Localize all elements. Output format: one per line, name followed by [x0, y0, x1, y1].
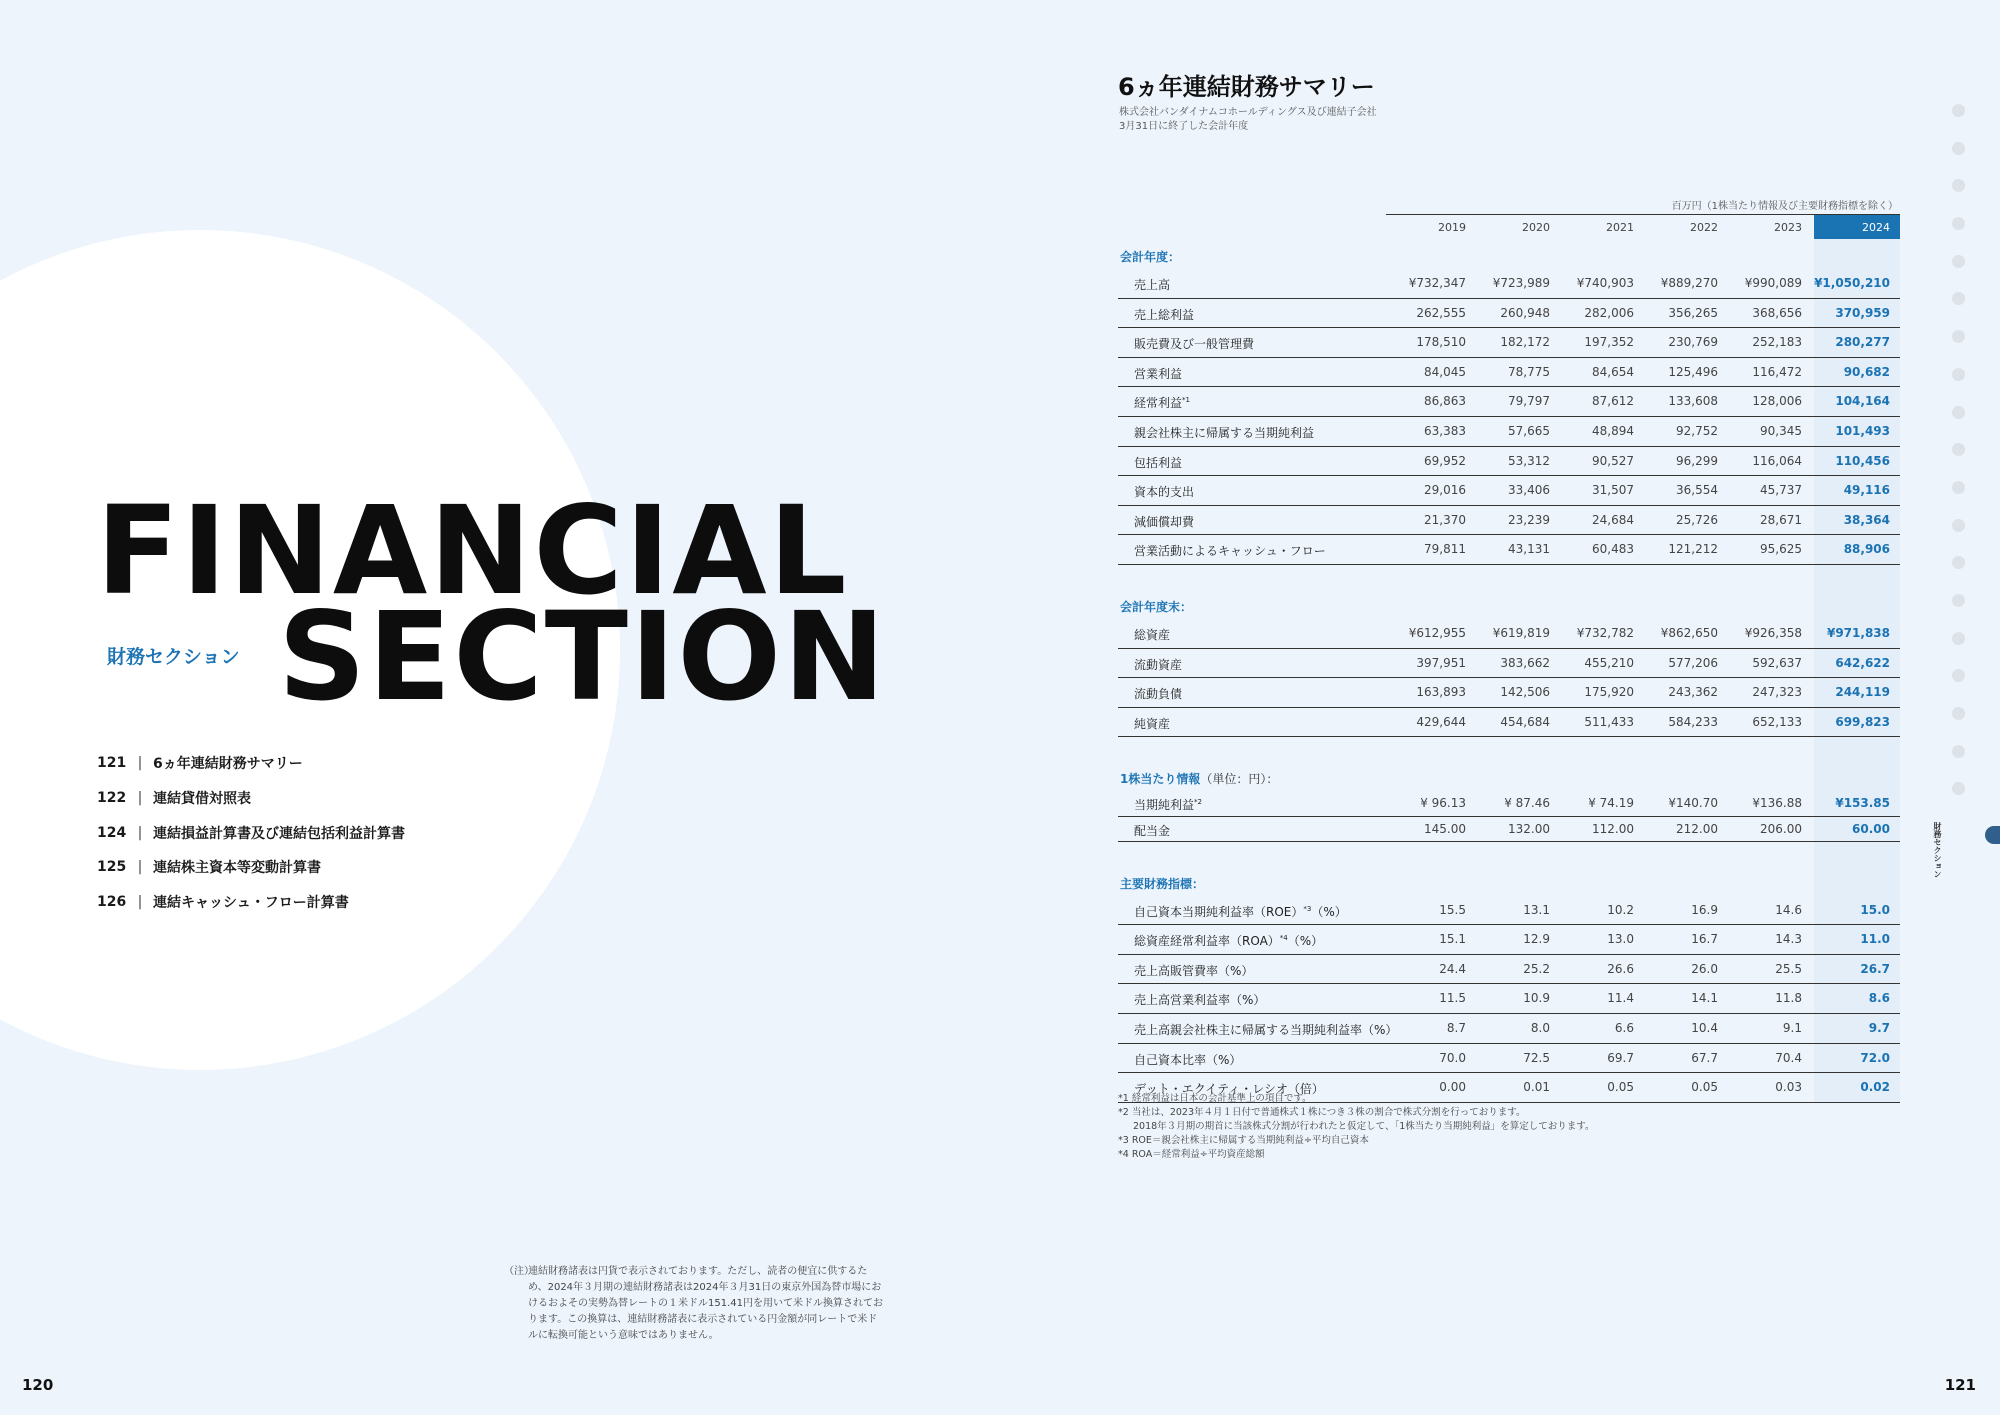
- cell-value: 128,006: [1752, 394, 1802, 409]
- cell-value: 652,133: [1752, 714, 1802, 729]
- cell-value: 0.00: [1439, 1080, 1466, 1095]
- cell-value: ¥ 74.19: [1588, 796, 1634, 811]
- cell-value: ¥740,903: [1576, 276, 1634, 290]
- cell-value: 31,507: [1592, 483, 1634, 498]
- row-label: 資本的支出: [1134, 485, 1195, 500]
- toc-page: 121: [97, 755, 127, 772]
- cell-value: 0.03: [1775, 1080, 1802, 1095]
- cell-value: 29,016: [1424, 483, 1466, 498]
- table-row: [1118, 1044, 1900, 1074]
- toc-label: 6ヵ年連結財務サマリー: [153, 756, 303, 773]
- cell-value: 262,555: [1416, 305, 1466, 320]
- cell-value: 28,671: [1760, 512, 1802, 527]
- table-section-header: [1118, 866, 1900, 896]
- financial-title: FINANCIAL: [96, 480, 849, 622]
- row-label: 営業利益: [1134, 366, 1183, 381]
- footnote: *3 ROE＝親会社株主に帰属する当期純利益÷平均自己資本: [1118, 1135, 1369, 1146]
- cell-value: 79,797: [1508, 394, 1550, 409]
- cell-value: ¥136.88: [1752, 796, 1802, 811]
- toc-item[interactable]: [97, 850, 405, 885]
- cell-value: 72.0: [1860, 1050, 1890, 1065]
- cell-value: ¥732,347: [1408, 276, 1466, 290]
- row-label: 自己資本比率（%）: [1134, 1052, 1242, 1067]
- footnote: *1 経常利益は日本の会計基準上の項目です。: [1118, 1093, 1312, 1104]
- nav-dot[interactable]: [1952, 745, 1965, 758]
- cell-value: 8.7: [1446, 1021, 1466, 1036]
- row-label: 配当金: [1134, 823, 1171, 838]
- cell-value: 182,172: [1500, 335, 1550, 350]
- table-row: [1118, 299, 1900, 329]
- cell-value: ¥990,089: [1744, 276, 1802, 290]
- nav-dot[interactable]: [1952, 556, 1965, 569]
- cell-value: 11.8: [1775, 991, 1802, 1006]
- cell-value: ¥153.85: [1835, 796, 1890, 811]
- cell-value: 79,811: [1424, 542, 1466, 557]
- table-row: [1118, 1073, 1900, 1103]
- table-row: [1118, 925, 1900, 955]
- cell-value: 23,239: [1508, 512, 1550, 527]
- nav-dot[interactable]: [1952, 292, 1965, 305]
- table-row: [1118, 708, 1900, 738]
- cell-value: 282,006: [1584, 305, 1634, 320]
- cell-value: 0.05: [1691, 1080, 1718, 1095]
- cell-value: 14.6: [1775, 902, 1802, 917]
- nav-dot[interactable]: [1952, 669, 1965, 682]
- unit-note: 百万円（1株当たり情報及び主要財務指標を除く）: [1671, 201, 1898, 212]
- toc-item[interactable]: [97, 815, 405, 850]
- cell-value: 16.7: [1691, 932, 1718, 947]
- cell-value: 45,737: [1760, 483, 1802, 498]
- cell-value: 14.1: [1691, 991, 1718, 1006]
- cell-value: 69.7: [1607, 1050, 1634, 1065]
- section-title: 主要財務指標：: [1120, 876, 1205, 891]
- cell-value: 96,299: [1676, 453, 1718, 468]
- page-number-right: 121: [1944, 1376, 1976, 1394]
- cell-value: ¥732,782: [1576, 625, 1634, 640]
- cell-value: 116,064: [1752, 453, 1802, 468]
- table-section-header: [1118, 239, 1900, 269]
- cell-value: 110,456: [1835, 453, 1890, 468]
- toc-label: 連結キャッシュ・フロー計算書: [153, 895, 349, 912]
- cell-value: ¥723,989: [1492, 276, 1550, 290]
- section-title: 1株当たり情報（単位：円）：: [1120, 772, 1279, 787]
- cell-value: 86,863: [1424, 394, 1466, 409]
- cell-value: 11.4: [1607, 991, 1634, 1006]
- section-tab-marker[interactable]: [1985, 826, 2000, 844]
- cell-value: 101,493: [1835, 423, 1890, 438]
- cell-value: 63,383: [1424, 423, 1466, 438]
- cell-value: 90,682: [1843, 364, 1890, 379]
- row-label: 売上高親会社株主に帰属する当期純利益率（%）: [1134, 1023, 1398, 1038]
- cell-value: 72.5: [1523, 1050, 1550, 1065]
- cell-value: 48,894: [1592, 423, 1634, 438]
- cell-value: 12.9: [1523, 932, 1550, 947]
- cell-value: 0.05: [1607, 1080, 1634, 1095]
- table-section-header: [1118, 589, 1900, 619]
- cell-value: 78,775: [1508, 364, 1550, 379]
- table-row: [1118, 649, 1900, 679]
- cell-value: 57,665: [1508, 423, 1550, 438]
- nav-dot[interactable]: [1952, 104, 1965, 117]
- year-header: 2023: [1774, 221, 1802, 234]
- table-row: [1118, 447, 1900, 477]
- cell-value: 260,948: [1500, 305, 1550, 320]
- cell-value: ¥619,819: [1492, 625, 1550, 640]
- cell-value: 95,625: [1760, 542, 1802, 557]
- cell-value: 67.7: [1691, 1050, 1718, 1065]
- cell-value: 16.9: [1691, 902, 1718, 917]
- cell-value: 206.00: [1760, 821, 1802, 836]
- table-row: [1118, 387, 1900, 417]
- year-header: 2024: [1862, 221, 1890, 234]
- toc-label: 連結損益計算書及び連結包括利益計算書: [153, 825, 405, 842]
- table-row: [1118, 358, 1900, 388]
- cell-value: 26.6: [1607, 961, 1634, 976]
- table-row: [1118, 269, 1900, 299]
- cell-value: 13.0: [1607, 932, 1634, 947]
- cell-value: 142,506: [1500, 685, 1550, 700]
- financial-summary-table: [1118, 214, 1900, 1103]
- nav-dot[interactable]: [1952, 406, 1965, 419]
- table-row: [1118, 791, 1900, 816]
- cell-value: 11.5: [1439, 991, 1466, 1006]
- note-text: 連結財務諸表は円貨で表示されております。ただし、読者の便宜に供するため、2024年３月期の連結財務諸表は2024年３月31日の東京外国為替市場におけるおよその実勢為替レートの１米ドル151.41円を用いて米ドル換算されております。この換算は、連結財務諸表に表示されている円金額が同レートで米ドルに転換可能という意味ではありません。: [528, 1266, 883, 1341]
- nav-dot[interactable]: [1952, 443, 1965, 456]
- cell-value: 175,920: [1584, 685, 1634, 700]
- summary-title: 6ヵ年連結財務サマリー: [1118, 73, 1375, 101]
- year-header-row: [1386, 214, 1900, 239]
- cell-value: 24,684: [1592, 512, 1634, 527]
- cell-value: 25.5: [1775, 961, 1802, 976]
- year-header: 2021: [1606, 221, 1634, 234]
- toc-label: 連結貸借対照表: [153, 791, 251, 808]
- row-label: 当期純利益$^{*2}$: [1134, 798, 1202, 813]
- cell-value: ¥862,650: [1660, 625, 1718, 640]
- cell-value: 243,362: [1668, 685, 1718, 700]
- cell-value: 116,472: [1752, 364, 1802, 379]
- toc-page: 125: [97, 859, 127, 876]
- year-header: 2022: [1690, 221, 1718, 234]
- cell-value: 10.4: [1691, 1021, 1718, 1036]
- row-label: 総資産: [1134, 627, 1171, 642]
- cell-value: 0.01: [1523, 1080, 1550, 1095]
- row-label: デット・エクイティ・レシオ（倍）: [1134, 1082, 1324, 1097]
- cell-value: 69,952: [1424, 453, 1466, 468]
- toc-page: 124: [97, 824, 127, 841]
- cell-value: 25,726: [1676, 512, 1718, 527]
- cell-value: 21,370: [1424, 512, 1466, 527]
- cell-value: 699,823: [1835, 714, 1890, 729]
- cell-value: 25.2: [1523, 961, 1550, 976]
- table-row: [1118, 1014, 1900, 1044]
- cell-value: 53,312: [1508, 453, 1550, 468]
- cell-value: 577,206: [1668, 655, 1718, 670]
- section-title: 会計年度末：: [1120, 599, 1193, 614]
- toc-separator: |: [137, 824, 143, 841]
- footnote: *4 ROA＝経常利益÷平均資産総額: [1118, 1149, 1265, 1160]
- row-label: 総資産経常利益率（ROA）$^{*4}$（%）: [1134, 934, 1324, 949]
- row-label: 親会社株主に帰属する当期純利益: [1134, 425, 1315, 440]
- cell-value: 60.00: [1852, 821, 1890, 836]
- nav-dot[interactable]: [1952, 217, 1965, 230]
- cell-value: 8.6: [1868, 991, 1890, 1006]
- toc-item[interactable]: [97, 781, 405, 816]
- cell-value: 15.0: [1860, 902, 1890, 917]
- cell-value: 247,323: [1752, 685, 1802, 700]
- row-label: 流動負債: [1134, 687, 1183, 702]
- cell-value: 90,345: [1760, 423, 1802, 438]
- cell-value: 13.1: [1523, 902, 1550, 917]
- cell-value: 10.9: [1523, 991, 1550, 1006]
- nav-dot[interactable]: [1952, 179, 1965, 192]
- cell-value: 112.00: [1592, 821, 1634, 836]
- cell-value: 8.0: [1530, 1021, 1550, 1036]
- cell-value: 24.4: [1439, 961, 1466, 976]
- footnote: 2018年３月期の期首に当該株式分割が行われたと仮定して、「1株当たり当期純利益」を算定しております。: [1133, 1121, 1595, 1132]
- cell-value: 145.00: [1424, 821, 1466, 836]
- nav-dot[interactable]: [1952, 519, 1965, 532]
- nav-dot[interactable]: [1952, 368, 1965, 381]
- cell-value: 212.00: [1676, 821, 1718, 836]
- cell-value: 60,483: [1592, 542, 1634, 557]
- cell-value: 197,352: [1584, 335, 1634, 350]
- cell-value: 454,684: [1500, 714, 1550, 729]
- subtitle-period: 3月31日に終了した会計年度: [1119, 121, 1249, 132]
- toc-page: 122: [97, 790, 127, 807]
- section-title: SECTION: [278, 586, 888, 728]
- table-row: [1118, 417, 1900, 447]
- cell-value: 121,212: [1668, 542, 1718, 557]
- cell-value: 356,265: [1668, 305, 1718, 320]
- row-label: 包括利益: [1134, 455, 1183, 470]
- toc-label: 連結株主資本等変動計算書: [153, 860, 321, 877]
- cell-value: ¥140.70: [1668, 796, 1718, 811]
- cell-value: 133,608: [1668, 394, 1718, 409]
- cell-value: ¥889,270: [1660, 276, 1718, 290]
- nav-dot[interactable]: [1952, 255, 1965, 268]
- side-tab-label: 財務セクション: [1933, 822, 1942, 878]
- nav-dot[interactable]: [1952, 594, 1965, 607]
- cell-value: 511,433: [1584, 714, 1634, 729]
- cell-value: 252,183: [1752, 335, 1802, 350]
- nav-dot[interactable]: [1952, 481, 1965, 494]
- cell-value: 370,959: [1835, 305, 1890, 320]
- cell-value: 0.02: [1860, 1080, 1890, 1095]
- cell-value: 280,277: [1835, 335, 1890, 350]
- table-row: [1118, 476, 1900, 506]
- row-label: 流動資産: [1134, 657, 1183, 672]
- row-label: 売上総利益: [1134, 307, 1195, 322]
- cell-value: 38,364: [1843, 512, 1890, 527]
- section-title: 会計年度：: [1120, 250, 1181, 264]
- cell-value: 163,893: [1416, 685, 1466, 700]
- nav-dot[interactable]: [1952, 707, 1965, 720]
- currency-note: [504, 1264, 884, 1344]
- cell-value: 33,406: [1508, 483, 1550, 498]
- row-label: 売上高販管費率（%）: [1134, 963, 1254, 978]
- toc-separator: |: [137, 755, 143, 772]
- cell-value: 14.3: [1775, 932, 1802, 947]
- nav-dot[interactable]: [1952, 142, 1965, 155]
- toc-separator: |: [137, 894, 143, 911]
- cell-value: 244,119: [1835, 685, 1890, 700]
- cell-value: 178,510: [1416, 335, 1466, 350]
- table-of-contents: [97, 746, 405, 919]
- toc-separator: |: [137, 790, 143, 807]
- toc-item[interactable]: [97, 885, 405, 920]
- row-label: 純資産: [1134, 716, 1171, 731]
- year-header: 2019: [1438, 221, 1466, 234]
- nav-dot[interactable]: [1952, 330, 1965, 343]
- nav-dot[interactable]: [1952, 782, 1965, 795]
- row-label: 販売費及び一般管理費: [1134, 337, 1255, 352]
- row-label: 売上高営業利益率（%）: [1134, 993, 1266, 1008]
- table-row: [1118, 506, 1900, 536]
- table-row: [1118, 955, 1900, 985]
- cell-value: 383,662: [1500, 655, 1550, 670]
- cell-value: 70.4: [1775, 1050, 1802, 1065]
- cell-value: 642,622: [1835, 655, 1890, 670]
- cell-value: 15.1: [1439, 932, 1466, 947]
- cell-value: ¥1,050,210: [1814, 276, 1890, 290]
- cell-value: 455,210: [1584, 655, 1634, 670]
- row-label: 減価償却費: [1134, 514, 1195, 529]
- nav-dot[interactable]: [1952, 632, 1965, 645]
- cell-value: 132.00: [1508, 821, 1550, 836]
- cell-value: 429,644: [1416, 714, 1466, 729]
- table-row: [1118, 328, 1900, 358]
- cell-value: 87,612: [1592, 394, 1634, 409]
- cell-value: 584,233: [1668, 714, 1718, 729]
- cell-value: 90,527: [1592, 453, 1634, 468]
- cell-value: 15.5: [1439, 902, 1466, 917]
- table-row: [1118, 619, 1900, 649]
- cell-value: 368,656: [1752, 305, 1802, 320]
- toc-item[interactable]: [97, 746, 405, 781]
- row-label: 売上高: [1134, 278, 1171, 292]
- cell-value: ¥ 87.46: [1504, 796, 1550, 811]
- cell-value: 230,769: [1668, 335, 1718, 350]
- cell-value: 26.0: [1691, 961, 1718, 976]
- cell-value: ¥926,358: [1744, 625, 1802, 640]
- cell-value: ¥ 96.13: [1420, 796, 1466, 811]
- cell-value: 49,116: [1843, 483, 1890, 498]
- section-jp-label: 財務セクション: [107, 646, 240, 668]
- cell-value: 10.2: [1607, 902, 1634, 917]
- table-row: [1118, 896, 1900, 926]
- cell-value: 9.7: [1868, 1021, 1890, 1036]
- cell-value: 70.0: [1439, 1050, 1466, 1065]
- summary-subtitle: [1119, 106, 1377, 134]
- cell-value: 36,554: [1676, 483, 1718, 498]
- subtitle-company: 株式会社バンダイナムコホールディングス及び連結子会社: [1119, 107, 1377, 118]
- cell-value: ¥612,955: [1408, 625, 1466, 640]
- cell-value: 26.7: [1860, 961, 1890, 976]
- toc-page: 126: [97, 894, 127, 911]
- table-row: [1118, 535, 1900, 565]
- cell-value: 43,131: [1508, 542, 1550, 557]
- note-mark: （注）: [504, 1266, 534, 1277]
- cell-value: ¥971,838: [1826, 625, 1890, 640]
- cell-value: 84,045: [1424, 364, 1466, 379]
- cell-value: 9.1: [1782, 1021, 1802, 1036]
- year-header: 2020: [1522, 221, 1550, 234]
- cell-value: 104,164: [1835, 394, 1890, 409]
- cell-value: 6.6: [1614, 1021, 1634, 1036]
- cell-value: 125,496: [1668, 364, 1718, 379]
- page-nav-dots: [1952, 104, 1965, 820]
- toc-separator: |: [137, 859, 143, 876]
- cell-value: 592,637: [1752, 655, 1802, 670]
- row-label: 営業活動によるキャッシュ・フロー: [1134, 544, 1326, 559]
- footnote: *2 当社は、2023年４月１日付で普通株式１株につき３株の割合で株式分割を行っております。: [1118, 1107, 1526, 1118]
- cell-value: 397,951: [1416, 655, 1466, 670]
- table-row: [1118, 678, 1900, 708]
- cell-value: 11.0: [1860, 932, 1890, 947]
- cell-value: 84,654: [1592, 364, 1634, 379]
- row-label: 自己資本当期純利益率（ROE）$^{*3}$（%）: [1134, 904, 1347, 919]
- cell-value: 88,906: [1843, 542, 1890, 557]
- cell-value: 92,752: [1676, 423, 1718, 438]
- table-section-header: [1118, 761, 1900, 791]
- row-label: 経常利益$^{*1}$: [1134, 396, 1190, 411]
- page-number-left: 120: [22, 1376, 54, 1394]
- table-row: [1118, 817, 1900, 842]
- table-row: [1118, 984, 1900, 1014]
